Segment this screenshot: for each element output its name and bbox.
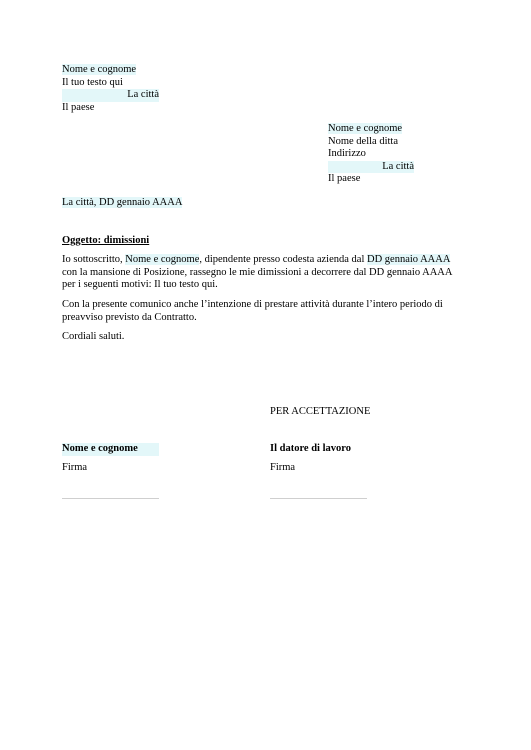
p2-line-2: preavviso previsto da Contratto. <box>62 311 197 323</box>
signature-left-line <box>62 498 159 499</box>
place-date-row <box>62 197 182 210</box>
signature-left-label: Firma <box>62 462 88 473</box>
sender-text: Il tuo testo qui <box>62 76 123 88</box>
body-paragraph-1 <box>62 254 472 292</box>
signature-left-name-row <box>62 443 159 456</box>
closing-greeting: Cordiali saluti. <box>62 331 125 342</box>
signature-right-label: Firma <box>270 462 296 473</box>
p1-date-field: DD gennaio AAAA <box>367 254 451 265</box>
p1-intro-text: Io sottoscritto, <box>62 254 126 265</box>
sender-country: Il paese <box>62 101 95 113</box>
recipient-company: Nome della ditta <box>328 135 398 147</box>
recipient-address: Indirizzo <box>328 148 366 160</box>
acceptance-heading: PER ACCETTAZIONE <box>270 406 371 417</box>
sender-block <box>62 64 159 114</box>
sender-name: Nome e cognome <box>62 64 137 75</box>
p1-line-3: per i seguenti motivi: Il tuo testo qui. <box>62 279 218 291</box>
body-paragraph-2 <box>62 299 472 324</box>
signature-right-name: Il datore di lavoro <box>270 443 351 454</box>
recipient-country: Il paese <box>328 173 361 185</box>
signature-left-name: Nome e cognome <box>62 443 159 456</box>
recipient-block <box>328 123 414 186</box>
p1-name-field: Nome e cognome <box>125 254 200 265</box>
place-date: La città, DD gennaio AAAA <box>62 197 183 208</box>
p1-line-2: con la mansione di Posizione, rassegno le mie dimissioni a decorrere dal DD gennaio AAAA <box>62 266 453 278</box>
signature-right-line <box>270 498 367 499</box>
p2-line-1: Con la presente comunico anche l’intenzione di prestare attività durante l’intero periodo di <box>62 299 443 310</box>
sender-city: La città <box>62 89 159 102</box>
recipient-city: La città <box>328 161 414 174</box>
p1-employee-text: , dipendente presso codesta azienda dal <box>199 254 368 265</box>
subject-heading: Oggetto: dimissioni <box>62 235 150 246</box>
recipient-name: Nome e cognome <box>328 123 403 134</box>
